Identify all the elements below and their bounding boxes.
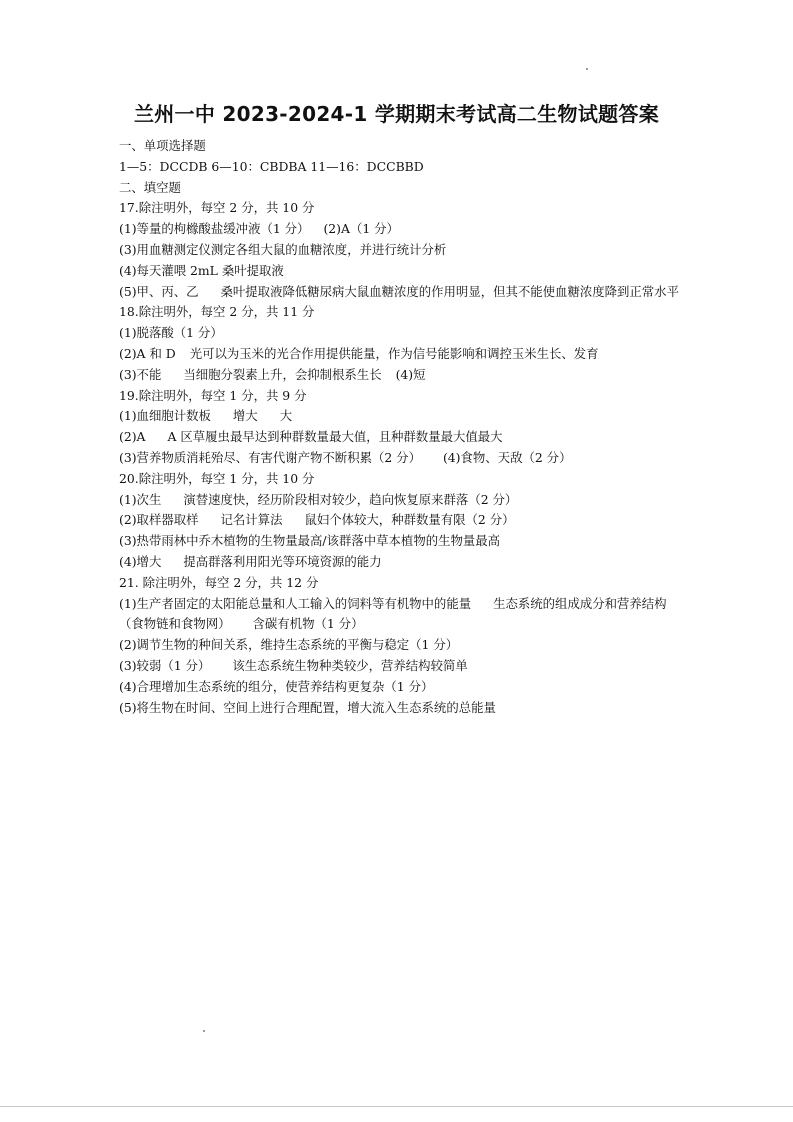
answer-line: (3)热带雨林中乔木植物的生物量最高/该群落中草本植物的生物量最高 bbox=[119, 533, 501, 549]
answer-line bbox=[119, 490, 685, 511]
answer-line: (4)每天灌喂 2mL 桑叶提取液 bbox=[119, 262, 284, 278]
answer-text: (1)次生 bbox=[119, 491, 162, 507]
answer-text: 该生态系统生物种类较少，营养结构较简单 bbox=[232, 657, 468, 673]
answer-text: (3)不能 bbox=[119, 366, 162, 382]
answer-line bbox=[119, 282, 685, 303]
question-header: 21. 除注明外，每空 2 分，共 12 分 bbox=[119, 574, 319, 590]
answer-text: (2)A 和 D bbox=[119, 345, 176, 361]
answer-text: 大 bbox=[279, 408, 293, 424]
answer-line bbox=[119, 365, 685, 386]
answer-text: 鼠妇个体较大，种群数量有限（2 分） bbox=[304, 512, 515, 528]
answer-text: (4)食物、天敌（2 分） bbox=[442, 449, 572, 465]
answer-text: 生态系统的组成成分和营养结构（食物链和食物网） bbox=[119, 595, 667, 632]
answer-text: (3)营养物质消耗殆尽、有害代谢产物不断积累（2 分） bbox=[119, 449, 421, 465]
answer-text: (3)较弱（1 分） bbox=[119, 657, 211, 673]
answer-line bbox=[119, 656, 685, 677]
answer-text: (4)增大 bbox=[119, 553, 162, 569]
answer-line: (2)调节生物的种间关系，维持生态系统的平衡与稳定（1 分） bbox=[119, 637, 459, 653]
answer-text: (4)短 bbox=[395, 366, 426, 382]
answer-line: (3)用血糖测定仪测定各组大鼠的血糖浓度，并进行统计分析 bbox=[119, 241, 447, 257]
answer-text: 当细胞分裂素上升，会抑制根系生长 bbox=[183, 366, 382, 382]
answer-text: 桑叶提取液降低糖尿病大鼠血糖浓度的作用明显，但其不能使血糖浓度降到正常水平 bbox=[220, 283, 679, 299]
answer-text: (2)A bbox=[119, 429, 146, 445]
answer-line: (1)脱落酸（1 分） bbox=[119, 325, 223, 341]
answer-text: (1)血细胞计数板 bbox=[119, 408, 211, 424]
page-bottom-edge bbox=[0, 1106, 793, 1107]
answer-text: 增大 bbox=[232, 408, 258, 424]
answer-text: (2)A（1 分） bbox=[323, 221, 399, 237]
answer-line bbox=[119, 219, 685, 240]
answer-line bbox=[119, 427, 685, 448]
answer-text: 含碳有机物（1 分） bbox=[252, 616, 364, 632]
answer-text: (1)等量的枸橼酸盐缓冲液（1 分） bbox=[119, 221, 310, 237]
page-title: 兰州一中 2023-2024-1 学期期末考试高二生物试题答案 bbox=[133, 102, 660, 126]
answer-line bbox=[119, 552, 685, 573]
answer-line bbox=[119, 594, 685, 636]
question-header: 20.除注明外，每空 1 分，共 10 分 bbox=[119, 470, 315, 486]
answer-line: (4)合理增加生态系统的组分，使营养结构更复杂（1 分） bbox=[119, 678, 434, 694]
answer-body bbox=[119, 136, 685, 718]
section-heading: 二、填空题 bbox=[119, 179, 181, 195]
answer-text: 演替速度快，经历阶段相对较少，趋向恢复原来群落（2 分） bbox=[183, 491, 518, 507]
answer-line bbox=[119, 406, 685, 427]
scan-speck bbox=[586, 68, 588, 70]
answer-text: 提高群落利用阳光等环境资源的能力 bbox=[183, 553, 382, 569]
question-header: 17.除注明外，每空 2 分，共 10 分 bbox=[119, 200, 315, 216]
choice-answers: 1—5：DCCDB 6—10：CBDBA 11—16：DCCBBD bbox=[119, 158, 424, 174]
answer-text: (2)取样器取样 bbox=[119, 512, 199, 528]
answer-line bbox=[119, 510, 685, 531]
answer-line bbox=[119, 344, 685, 365]
answer-text: A 区草履虫最早达到种群数量最大值，且种群数量最大值最大 bbox=[167, 429, 503, 445]
question-header: 19.除注明外，每空 1 分，共 9 分 bbox=[119, 387, 307, 403]
answer-text: 记名计算法 bbox=[220, 512, 283, 528]
section-heading: 一、单项选择题 bbox=[119, 138, 206, 153]
answer-text: (5)甲、丙、乙 bbox=[119, 283, 199, 299]
answer-line bbox=[119, 448, 685, 469]
answer-text: 光可以为玉米的光合作用提供能量，作为信号能影响和调控玉米生长、发育 bbox=[189, 345, 599, 361]
answer-line: (5)将生物在时间、空间上进行合理配置，增大流入生态系统的总能量 bbox=[119, 699, 496, 715]
answer-text: (1)生产者固定的太阳能总量和人工输入的饲料等有机物中的能量 bbox=[119, 595, 472, 611]
scan-speck bbox=[203, 1030, 205, 1032]
question-header: 18.除注明外，每空 2 分，共 11 分 bbox=[119, 304, 315, 320]
